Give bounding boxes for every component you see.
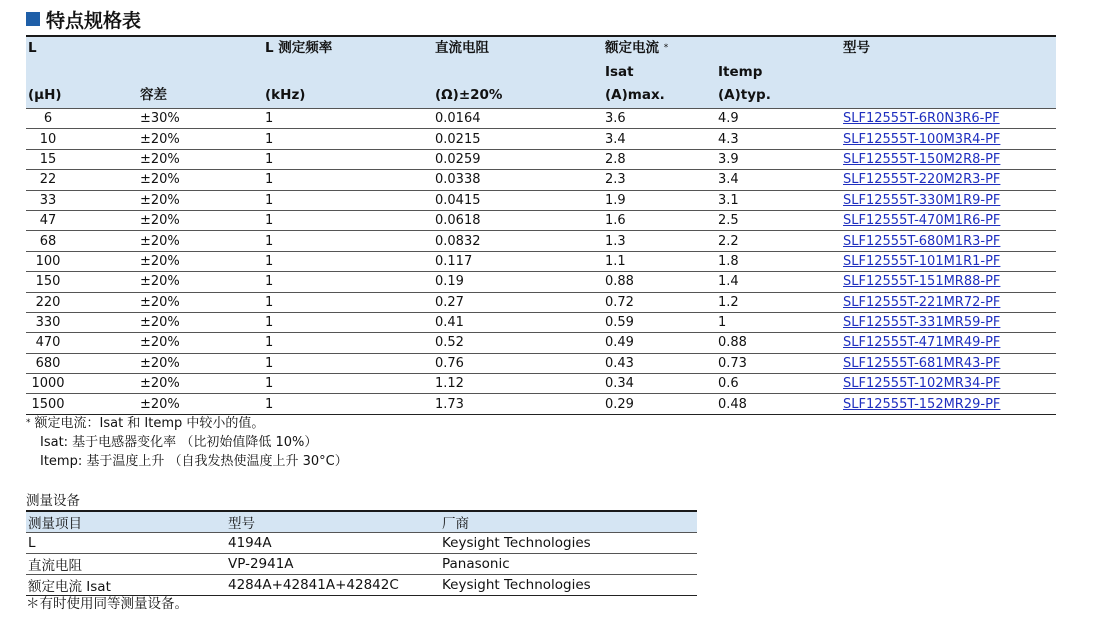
cell-itemp: 4.3 — [716, 129, 841, 149]
cell-dcr: 0.0338 — [433, 170, 603, 190]
part-number-link[interactable]: SLF12555T-101M1R1-PF — [841, 251, 1056, 271]
spec-table — [26, 35, 1056, 415]
cell-freq: 1 — [263, 292, 433, 312]
table-row — [26, 553, 697, 574]
cell-inductance: 6 — [26, 109, 138, 129]
cell-freq: 1 — [263, 210, 433, 230]
part-number-link[interactable]: SLF12555T-221MR72-PF — [841, 292, 1056, 312]
cell-isat: 3.6 — [603, 109, 716, 129]
cell-itemp: 1 — [716, 312, 841, 332]
cell-freq: 1 — [263, 109, 433, 129]
page-title-text: 特点规格表 — [46, 9, 142, 32]
equip-cell-model: VP-2941A — [226, 553, 440, 574]
header-dcr-unit: (Ω)±20% — [433, 84, 603, 109]
cell-tol: ±20% — [138, 231, 263, 251]
cell-inductance: 22 — [26, 170, 138, 190]
cell-itemp: 4.9 — [716, 109, 841, 129]
note-mark: * — [26, 418, 31, 428]
cell-inductance: 680 — [26, 353, 138, 373]
table-row — [26, 353, 1056, 373]
table-row — [26, 374, 1056, 394]
cell-freq: 1 — [263, 251, 433, 271]
cell-itemp: 3.9 — [716, 149, 841, 169]
page-title — [26, 6, 141, 32]
cell-inductance: 68 — [26, 231, 138, 251]
header-l-unit: (μH) — [26, 84, 138, 109]
part-number-link[interactable]: SLF12555T-6R0N3R6-PF — [841, 109, 1056, 129]
cell-dcr: 0.117 — [433, 251, 603, 271]
header-dcr: 直流电阻 — [435, 40, 489, 56]
cell-tol: ±20% — [138, 272, 263, 292]
cell-itemp: 1.2 — [716, 292, 841, 312]
cell-dcr: 0.0415 — [433, 190, 603, 210]
cell-freq: 1 — [263, 231, 433, 251]
cell-isat: 1.1 — [603, 251, 716, 271]
part-number-link[interactable]: SLF12555T-681MR43-PF — [841, 353, 1056, 373]
cell-tol: ±20% — [138, 394, 263, 414]
cell-itemp: 0.73 — [716, 353, 841, 373]
equipment-title: 测量设备 — [26, 493, 80, 509]
cell-dcr: 1.73 — [433, 394, 603, 414]
header-itemp-unit: (A)typ. — [716, 84, 841, 109]
table-row — [26, 109, 1056, 129]
cell-tol: ±20% — [138, 374, 263, 394]
cell-itemp: 3.1 — [716, 190, 841, 210]
cell-tol: ±20% — [138, 129, 263, 149]
table-row — [26, 312, 1056, 332]
table-row — [26, 251, 1056, 271]
cell-inductance: 33 — [26, 190, 138, 210]
cell-freq: 1 — [263, 272, 433, 292]
equip-cell-item: 直流电阻 — [26, 553, 226, 574]
cell-freq: 1 — [263, 312, 433, 332]
cell-isat: 1.9 — [603, 190, 716, 210]
cell-itemp: 1.8 — [716, 251, 841, 271]
cell-itemp: 0.6 — [716, 374, 841, 394]
rated-mark: * — [663, 43, 669, 53]
notes — [26, 414, 348, 471]
equip-header-model: 型号 — [226, 511, 440, 533]
cell-inductance: 220 — [26, 292, 138, 312]
cell-isat: 0.43 — [603, 353, 716, 373]
header-part: 型号 — [843, 40, 871, 56]
header-l: L — [28, 40, 37, 56]
cell-itemp: 0.48 — [716, 394, 841, 414]
note-line-3: Itemp: 基于温度上升 （自我发热使温度上升 30°C） — [40, 454, 348, 469]
cell-itemp: 2.2 — [716, 231, 841, 251]
table-row — [26, 394, 1056, 414]
cell-isat: 0.59 — [603, 312, 716, 332]
table-row — [26, 190, 1056, 210]
cell-itemp: 3.4 — [716, 170, 841, 190]
part-number-link[interactable]: SLF12555T-471MR49-PF — [841, 333, 1056, 353]
cell-dcr: 0.27 — [433, 292, 603, 312]
part-number-link[interactable]: SLF12555T-150M2R8-PF — [841, 149, 1056, 169]
cell-dcr: 0.0618 — [433, 210, 603, 230]
table-row — [26, 533, 697, 554]
cell-inductance: 10 — [26, 129, 138, 149]
cell-inductance: 100 — [26, 251, 138, 271]
part-number-link[interactable]: SLF12555T-680M1R3-PF — [841, 231, 1056, 251]
cell-isat: 0.88 — [603, 272, 716, 292]
table-row — [26, 210, 1056, 230]
cell-inductance: 470 — [26, 333, 138, 353]
cell-isat: 2.8 — [603, 149, 716, 169]
cell-dcr: 1.12 — [433, 374, 603, 394]
cell-dcr: 0.0215 — [433, 129, 603, 149]
cell-isat: 0.72 — [603, 292, 716, 312]
equip-cell-maker: Keysight Technologies — [440, 533, 697, 554]
cell-tol: ±20% — [138, 333, 263, 353]
cell-dcr: 0.41 — [433, 312, 603, 332]
part-number-link[interactable]: SLF12555T-100M3R4-PF — [841, 129, 1056, 149]
note-line-1: * 额定电流：Isat 和 Itemp 中较小的值。 — [26, 416, 265, 431]
cell-inductance: 1000 — [26, 374, 138, 394]
equipment-table — [26, 510, 697, 596]
cell-tol: ±20% — [138, 353, 263, 373]
equip-header-item: 测量项目 — [26, 511, 226, 533]
cell-itemp: 2.5 — [716, 210, 841, 230]
cell-inductance: 15 — [26, 149, 138, 169]
cell-inductance: 1500 — [26, 394, 138, 414]
cell-isat: 0.29 — [603, 394, 716, 414]
cell-dcr: 0.0164 — [433, 109, 603, 129]
cell-dcr: 0.0259 — [433, 149, 603, 169]
table-row — [26, 129, 1056, 149]
part-number-link[interactable]: SLF12555T-102MR34-PF — [841, 374, 1056, 394]
cell-isat: 1.3 — [603, 231, 716, 251]
cell-inductance: 150 — [26, 272, 138, 292]
cell-dcr: 0.0832 — [433, 231, 603, 251]
equip-cell-item: 额定电流 Isat — [26, 574, 226, 595]
cell-itemp: 0.88 — [716, 333, 841, 353]
cell-dcr: 0.52 — [433, 333, 603, 353]
cell-tol: ±20% — [138, 210, 263, 230]
cell-inductance: 47 — [26, 210, 138, 230]
cell-tol: ±20% — [138, 312, 263, 332]
cell-freq: 1 — [263, 333, 433, 353]
part-number-link[interactable]: SLF12555T-331MR59-PF — [841, 312, 1056, 332]
cell-inductance: 330 — [26, 312, 138, 332]
cell-freq: 1 — [263, 129, 433, 149]
spec-table-body — [26, 109, 1056, 415]
cell-tol: ±20% — [138, 251, 263, 271]
cell-freq: 1 — [263, 190, 433, 210]
equip-cell-maker: Keysight Technologies — [440, 574, 697, 595]
cell-isat: 0.49 — [603, 333, 716, 353]
cell-freq: 1 — [263, 353, 433, 373]
part-number-link[interactable]: SLF12555T-220M2R3-PF — [841, 170, 1056, 190]
cell-dcr: 0.19 — [433, 272, 603, 292]
equip-cell-maker: Panasonic — [440, 553, 697, 574]
table-row — [26, 333, 1056, 353]
cell-freq: 1 — [263, 170, 433, 190]
spec-table-header — [26, 36, 1056, 109]
cell-isat: 0.34 — [603, 374, 716, 394]
equipment-table-body — [26, 533, 697, 596]
header-itemp: Itemp — [718, 64, 763, 80]
equip-cell-model: 4194A — [226, 533, 440, 554]
header-isat-unit: (A)max. — [603, 84, 716, 109]
equip-cell-model: 4284A+42841A+42842C — [226, 574, 440, 595]
equipment-note: ＊有时使用同等测量设备。 — [26, 596, 188, 612]
part-number-link[interactable]: SLF12555T-152MR29-PF — [841, 394, 1056, 414]
cell-itemp: 1.4 — [716, 272, 841, 292]
cell-isat: 1.6 — [603, 210, 716, 230]
cell-tol: ±20% — [138, 292, 263, 312]
header-rated: 额定电流 * — [605, 40, 669, 56]
cell-freq: 1 — [263, 374, 433, 394]
cell-dcr: 0.76 — [433, 353, 603, 373]
header-freq: L 测定频率 — [265, 40, 333, 56]
cell-freq: 1 — [263, 394, 433, 414]
table-row — [26, 292, 1056, 312]
cell-freq: 1 — [263, 149, 433, 169]
part-number-link[interactable]: SLF12555T-151MR88-PF — [841, 272, 1056, 292]
header-freq-unit: (kHz) — [263, 84, 433, 109]
cell-isat: 2.3 — [603, 170, 716, 190]
note-line-2: Isat: 基于电感器变化率 （比初始值降低 10%） — [40, 435, 318, 450]
cell-tol: ±20% — [138, 190, 263, 210]
table-row — [26, 231, 1056, 251]
cell-tol: ±30% — [138, 109, 263, 129]
title-square-icon — [26, 12, 40, 26]
table-row — [26, 272, 1056, 292]
part-number-link[interactable]: SLF12555T-470M1R6-PF — [841, 210, 1056, 230]
part-number-link[interactable]: SLF12555T-330M1R9-PF — [841, 190, 1056, 210]
equip-cell-item: L — [26, 533, 226, 554]
header-tolerance: 容差 — [138, 84, 263, 109]
cell-tol: ±20% — [138, 149, 263, 169]
equip-header-maker: 厂商 — [440, 511, 697, 533]
cell-isat: 3.4 — [603, 129, 716, 149]
cell-tol: ±20% — [138, 170, 263, 190]
header-isat: Isat — [605, 64, 634, 80]
table-row — [26, 170, 1056, 190]
table-row — [26, 149, 1056, 169]
